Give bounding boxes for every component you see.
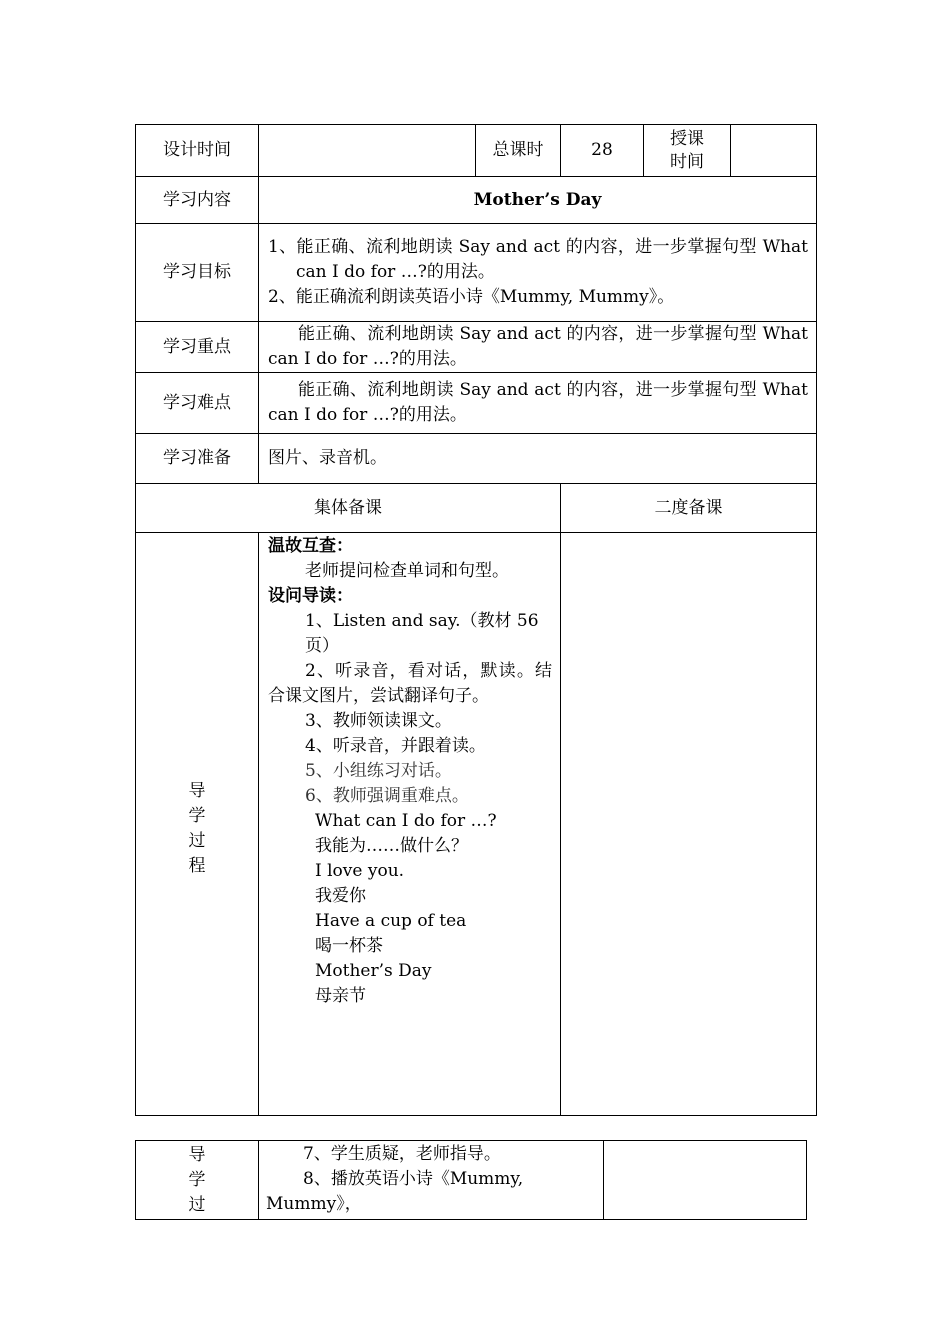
example-zh-3: 喝一杯茶: [315, 936, 383, 956]
step-4: 4、听录音，并跟着读。: [305, 736, 486, 756]
step-8: 8、播放英语小诗《Mummy, Mummy》，: [266, 1169, 524, 1214]
process-label: [136, 533, 259, 1116]
goal-item-1: 1、能正确、流利地朗读 Say and act 的内容，进一步掌握句型 What can I do for …?的用法。: [268, 237, 808, 282]
step-2: 2、听录音，看对话，默读。结合课文图片，尝试翻译句子。: [268, 661, 552, 706]
step-3: 3、教师领读课文。: [305, 711, 452, 731]
process-label-char: 程: [188, 856, 206, 876]
review-title: 温故互查：: [268, 536, 353, 556]
process-label-char: 导: [188, 1145, 206, 1165]
preparation-label: 学习准备: [136, 434, 259, 484]
design-time-value: [259, 125, 476, 177]
difficult-point-value: 能正确、流利地朗读 Say and act 的内容，进一步掌握句型 What can I do for …?的用法。: [259, 373, 817, 434]
process-content-continued: [259, 1141, 604, 1220]
teach-time-label-line1: 授课: [670, 128, 704, 149]
step-6: 6、教师强调重难点。: [305, 786, 469, 806]
process-label-char: 学: [188, 806, 206, 826]
example-en-3: Have a cup of tea: [315, 911, 467, 931]
goal-cell: [259, 224, 817, 322]
process-content: [259, 533, 561, 1116]
goal-item-2: 2、能正确流利朗读英语小诗《Mummy, Mummy》。: [268, 287, 675, 307]
example-en-2: I love you.: [315, 861, 405, 881]
second-prep-header: 二度备课: [561, 484, 817, 533]
key-point-label: 学习重点: [136, 322, 259, 373]
example-en-1: What can I do for …?: [315, 811, 497, 831]
process-label-char: 学: [188, 1170, 206, 1190]
step-7: 7、学生质疑，老师指导。: [303, 1144, 501, 1164]
design-time-label: 设计时间: [136, 125, 259, 177]
process-label-char: 过: [188, 1195, 206, 1215]
key-point-value: 能正确、流利地朗读 Say and act 的内容，进一步掌握句型 What can I do for …?的用法。: [259, 322, 817, 373]
lesson-plan-table: [135, 124, 817, 1116]
total-hours-value: 28: [561, 125, 644, 177]
collective-prep-header: 集体备课: [136, 484, 561, 533]
process-label-continued: [136, 1141, 259, 1220]
second-prep-notes: [561, 533, 817, 1116]
second-prep-notes-continued: [604, 1141, 807, 1220]
example-zh-4: 母亲节: [315, 986, 366, 1006]
process-label-char: 导: [188, 781, 206, 801]
preparation-value: 图片、录音机。: [259, 434, 817, 484]
content-value: Mother’s Day: [259, 177, 817, 224]
example-zh-1: 我能为……做什么？: [315, 836, 468, 856]
teach-time-label-line2: 时间: [670, 151, 704, 172]
content-label: 学习内容: [136, 177, 259, 224]
example-zh-2: 我爱你: [315, 886, 366, 906]
step-1: 1、Listen and say.（教材 56 页）: [305, 611, 539, 656]
guide-title: 设问导读：: [268, 586, 353, 606]
review-item: 老师提问检查单词和句型。: [305, 561, 509, 581]
difficult-point-label: 学习难点: [136, 373, 259, 434]
lesson-plan-table-continued: [135, 1140, 807, 1220]
step-5: 5、小组练习对话。: [305, 761, 452, 781]
process-label-char: 过: [188, 831, 206, 851]
example-en-4: Mother’s Day: [315, 961, 432, 981]
teach-time-label: [644, 125, 731, 177]
teach-time-value: [731, 125, 817, 177]
goal-label: 学习目标: [136, 224, 259, 322]
total-hours-label: 总课时: [476, 125, 561, 177]
